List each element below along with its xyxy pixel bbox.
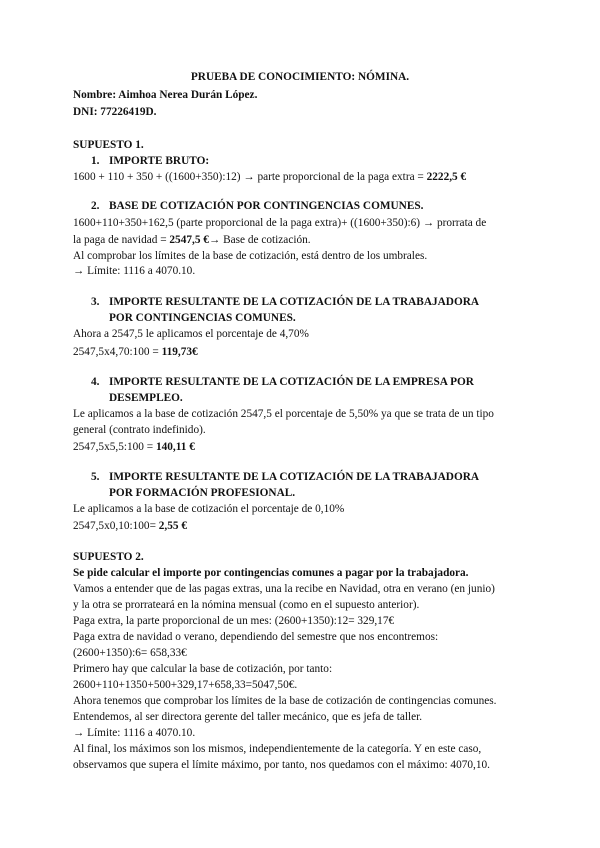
supuesto-2-heading: SUPUESTO 2. [73,551,144,563]
item-4-line-3 [73,440,195,454]
item-3-title-2: POR CONTINGENCIAS COMUNES. [109,312,296,324]
supuesto-2-line: Ahora tenemos que comprobar los límites de la base de cotización de contingencias comunes. [73,695,497,707]
item-4-formula: 2547,5x5,5:100 = [73,441,156,453]
item-2-line-2 [73,233,311,247]
item-2-line-3: Al comprobar los límites de la base de cotización, está dentro de los umbrales. [73,250,428,262]
item-3-formula: 2547,5x4,70:100 = [73,346,162,358]
supuesto-2-line: y la otra se prorrateará en la nómina mensual (como en el supuesto anterior). [73,599,420,611]
supuesto-2-line: (2600+1350):6= 658,33€ [73,647,187,659]
item-5-line-2 [73,519,187,533]
item-5-line-1: Le aplicamos a la base de cotización el porcentaje de 0,10% [73,503,345,515]
item-5-result: 2,55 € [158,520,188,532]
supuesto-2-line: Primero hay que calcular la base de cotización, por tanto: [73,663,333,675]
item-2-line-1: 1600+110+350+162,5 (parte proporcional de la paga extra)+ ((1600+350):6) → prorrata de [73,217,487,229]
item-4-title-2: DESEMPLEO. [109,392,183,404]
item-2-number: 2. [91,200,100,212]
item-2-title: BASE DE COTIZACIÓN POR CONTINGENCIAS COMUNES. [109,200,424,212]
item-4-title-1: IMPORTE RESULTANTE DE LA COTIZACIÓN DE LA EMPRESA POR [109,376,474,388]
supuesto-2-question: Se pide calcular el importe por contingencias comunes a pagar por la trabajadora. [73,567,469,579]
student-name: Nombre: Aimhoa Nerea Durán López. [73,89,258,101]
item-1-formula-text: 1600 + 110 + 350 + ((1600+350):12) → parte proporcional de la paga extra = [73,171,427,183]
supuesto-2-line: Paga extra, la parte proporcional de un mes: (2600+1350):12= 329,17€ [73,615,395,627]
item-2-result: 2547,5 € [169,234,209,246]
student-dni: DNI: 77226419D. [73,106,157,118]
item-5-formula: 2547,5x0,10:100= [73,520,159,532]
supuesto-2-line: Entendemos, al ser directora gerente del taller mecánico, que es jefa de taller. [73,711,423,723]
item-1-formula [73,170,466,184]
item-5-title-2: POR FORMACIÓN PROFESIONAL. [109,487,296,499]
item-3-number: 3. [91,296,100,308]
item-2-line-2c: → Base de cotización. [208,234,311,246]
item-5-title-1: IMPORTE RESULTANTE DE LA COTIZACIÓN DE LA TRABAJADORA [109,471,480,483]
item-4-line-2: general (contrato indefinido). [73,424,206,436]
item-1-number: 1. [91,155,100,167]
item-4-number: 4. [91,376,100,388]
supuesto-2-line: 2600+110+1350+500+329,17+658,33=5047,50€. [73,679,298,691]
item-4-result: 140,11 € [155,441,195,453]
supuesto-2-line: Paga extra de navidad o verano, dependiendo del semestre que nos encontremos: [73,631,439,643]
item-3-line-2 [73,345,198,359]
item-3-line-1: Ahora a 2547,5 le aplicamos el porcentaje de 4,70% [73,328,309,340]
supuesto-2-line: Vamos a entender que de las pagas extras, una la recibe en Navidad, otra en verano (en junio) [73,583,495,595]
item-3-result: 119,73€ [161,346,198,358]
supuesto-1-heading: SUPUESTO 1. [73,139,144,151]
item-2-line-4: → Límite: 1116 a 4070.10. [73,265,196,277]
document-title: PRUEBA DE CONOCIMIENTO: NÓMINA. [190,71,410,83]
item-4-line-1: Le aplicamos a la base de cotización 2547,5 el porcentaje de 5,50% ya que se trata de un tipo [73,408,494,420]
item-3-title-1: IMPORTE RESULTANTE DE LA COTIZACIÓN DE LA TRABAJADORA [109,296,480,308]
supuesto-2-line: Al final, los máximos son los mismos, independientemente de la categoría. Y en este caso, [73,743,482,755]
item-2-line-2a: la paga de navidad = [73,234,170,246]
item-1-result: 2222,5 € [426,171,467,183]
supuesto-2-line: → Límite: 1116 a 4070.10. [73,727,196,739]
supuesto-2-line: observamos que supera el límite máximo, por tanto, nos quedamos con el máximo: 4070,10. [73,759,490,771]
item-5-number: 5. [91,471,100,483]
item-1-title: IMPORTE BRUTO: [109,155,210,167]
